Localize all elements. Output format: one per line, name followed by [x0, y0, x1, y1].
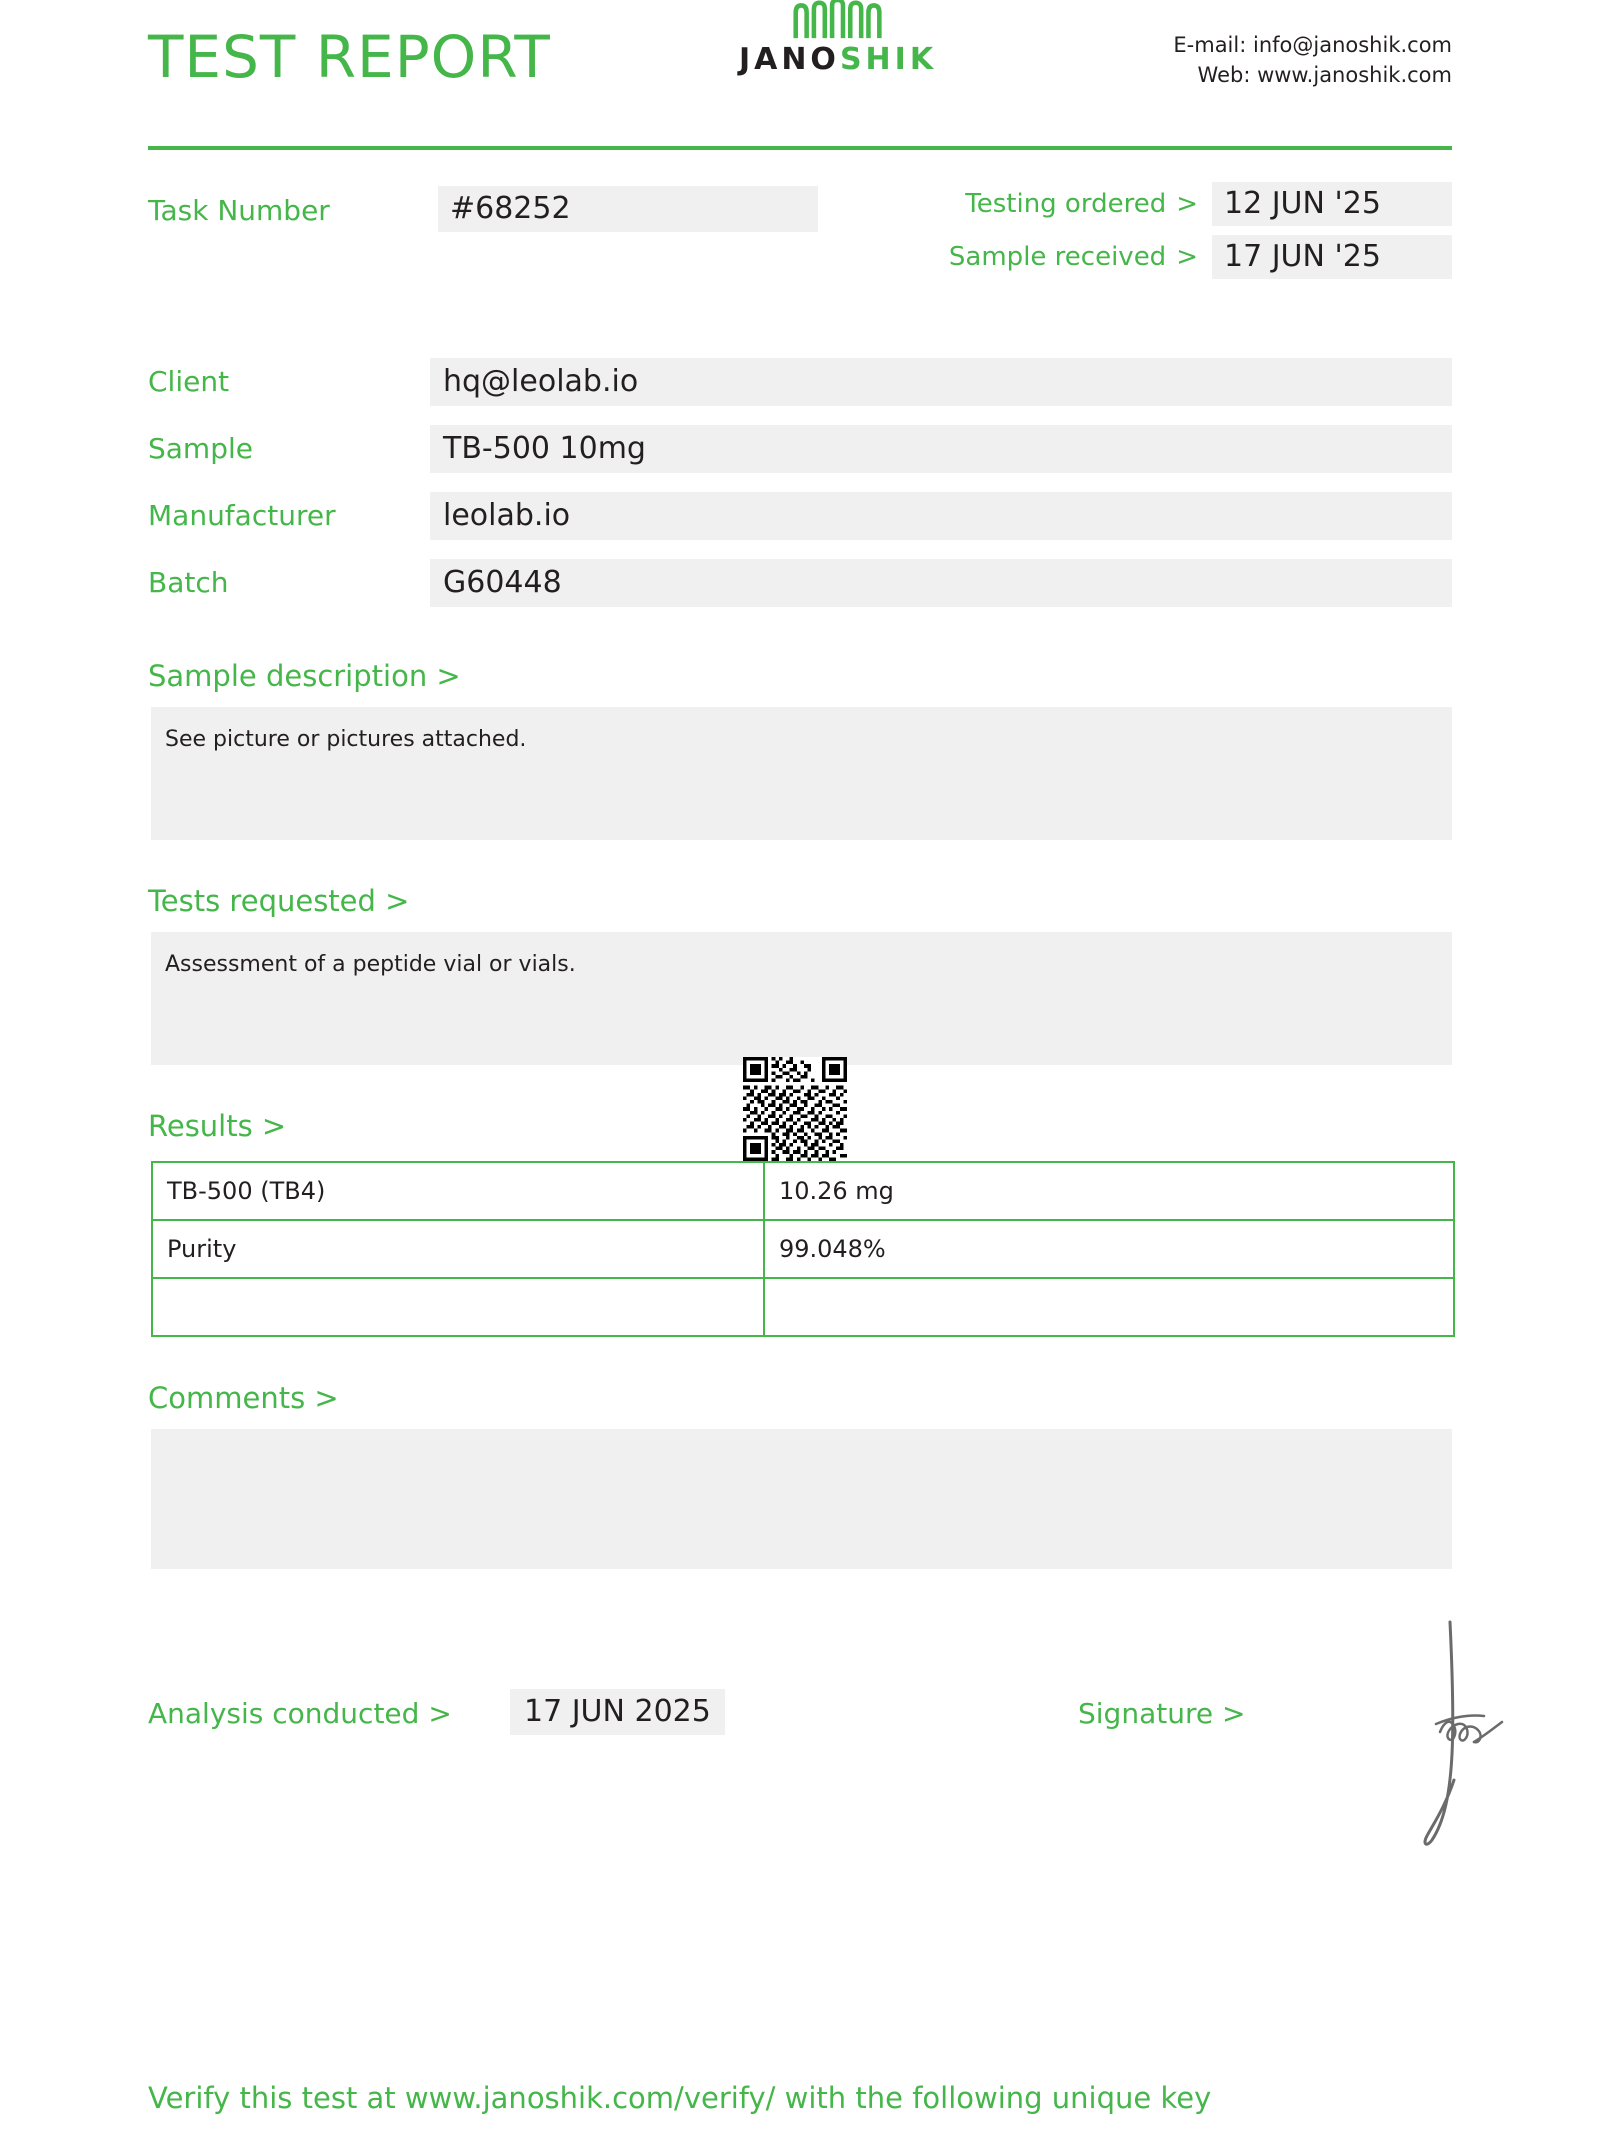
sample-description-box: See picture or pictures attached.: [151, 707, 1452, 840]
result-name-1: Purity: [152, 1220, 764, 1278]
footer-row: [148, 1689, 1452, 1759]
contact-block: [1173, 30, 1452, 91]
verify-footer-text: Verify this test at www.janoshik.com/verify/ with the following unique key: [148, 2081, 1212, 2115]
testing-ordered-row: [892, 182, 1452, 226]
testing-ordered-arrow: >: [1176, 189, 1198, 219]
comments-heading: Comments >: [148, 1381, 339, 1415]
page-title: TEST REPORT: [148, 23, 551, 91]
analysis-conducted-value: 17 JUN 2025: [510, 1689, 725, 1735]
info-row-manufacturer: [148, 492, 1452, 548]
info-section: [148, 358, 1452, 615]
info-row-client: [148, 358, 1452, 414]
sample-received-arrow: >: [1176, 242, 1198, 272]
result-value-0: 10.26 mg: [764, 1162, 1454, 1220]
comments-box: [151, 1429, 1452, 1569]
brand-logo: [688, 0, 988, 77]
results-table: [151, 1161, 1455, 1337]
manufacturer-value: leolab.io: [430, 492, 1452, 540]
batch-value: G60448: [430, 559, 1452, 607]
task-number-value: #68252: [438, 186, 818, 232]
signature-label: Signature >: [1078, 1697, 1246, 1730]
brand-wordmark-green: SHIK: [839, 42, 938, 77]
manufacturer-label: Manufacturer: [148, 499, 336, 532]
results-heading-wrap: [148, 1109, 1452, 1151]
contact-web: Web: www.janoshik.com: [1197, 63, 1452, 88]
table-row: [152, 1220, 1454, 1278]
table-row: [152, 1278, 1454, 1336]
testing-ordered-label: Testing ordered: [965, 189, 1167, 219]
info-row-sample: [148, 425, 1452, 481]
sample-received-label: Sample received: [948, 242, 1167, 272]
info-row-batch: [148, 559, 1452, 615]
report-header: [148, 0, 1452, 140]
testing-ordered-value: 12 JUN '25: [1212, 182, 1452, 226]
sample-received-value: 17 JUN '25: [1212, 235, 1452, 279]
task-number-label: Task Number: [148, 194, 330, 227]
table-row: [152, 1162, 1454, 1220]
header-divider: [148, 146, 1452, 150]
result-name-2: [152, 1278, 764, 1336]
analysis-conducted-label: Analysis conducted >: [148, 1697, 452, 1730]
qr-code-icon: [743, 1057, 847, 1161]
sample-label: Sample: [148, 432, 253, 465]
brand-wordmark: [688, 42, 988, 77]
result-value-1: 99.048%: [764, 1220, 1454, 1278]
client-label: Client: [148, 365, 230, 398]
results-heading: Results >: [148, 1109, 287, 1143]
sample-description-heading: Sample description >: [148, 659, 461, 693]
sample-value: TB-500 10mg: [430, 425, 1452, 473]
sample-received-row: [892, 235, 1452, 279]
janoshik-logo-icon: [783, 0, 892, 40]
dates-block: [892, 182, 1452, 288]
client-value: hq@leolab.io: [430, 358, 1452, 406]
brand-wordmark-dark: JANO: [738, 42, 840, 77]
task-section: [148, 186, 1452, 296]
signature-image: [1388, 1604, 1528, 1854]
contact-email: E-mail: info@janoshik.com: [1173, 33, 1452, 57]
batch-label: Batch: [148, 566, 229, 599]
result-value-2: [764, 1278, 1454, 1336]
result-name-0: TB-500 (TB4): [152, 1162, 764, 1220]
tests-requested-box: Assessment of a peptide vial or vials.: [151, 932, 1452, 1065]
tests-requested-heading: Tests requested >: [148, 884, 410, 918]
